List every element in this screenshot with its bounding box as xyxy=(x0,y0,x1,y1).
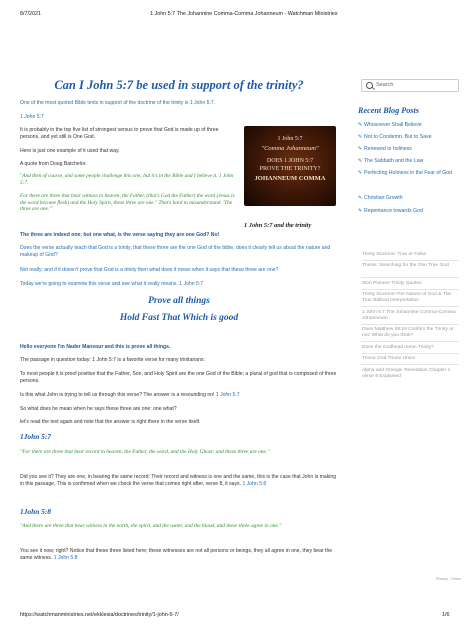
featured-image xyxy=(244,126,336,206)
pencil-icon: ✎ xyxy=(358,122,363,128)
recent-posts-heading: Recent Blog Posts xyxy=(358,106,419,115)
recaptcha-terms[interactable]: Privacy - Terms xyxy=(436,577,461,581)
paragraph: Not really; and if it doesn't prove that God is a trinity then what does it mean when it says that these three are one? xyxy=(20,267,279,273)
paragraph: A quote from Doug Batchelor. xyxy=(20,161,87,167)
verse-ref-link[interactable]: 1 John 5:8 xyxy=(242,480,267,487)
sidebar-link[interactable]: Does Matthew 28:19 Confirm the Trinity or not: What do you think? xyxy=(362,327,454,339)
verse-heading: 1John 5:7 xyxy=(20,432,52,441)
recent-post-link[interactable]: ✎ Christian Growth xyxy=(358,195,403,201)
sidebar-link[interactable]: Trinity Doctrine-The Nature of God & The True Biblical Interpretation xyxy=(362,292,452,304)
pencil-icon: ✎ xyxy=(358,158,363,164)
sidebar-link[interactable]: SDA Pioneer Trinity Quotes xyxy=(362,281,422,286)
recent-post-link[interactable]: ✎ Perfecting Holiness in the Fear of God xyxy=(358,170,452,176)
divider xyxy=(361,324,459,325)
image-caption: 1 John 5:7 and the trinity xyxy=(244,222,312,229)
print-page-title: 1 John 5:7 The Johannine Comma-Comma Johanneum - Watchman Ministries xyxy=(150,11,338,17)
divider xyxy=(361,353,459,354)
verse-text: "And there are three that bear witness in the earth, the spirit, and the water, and the blood, and these three agree in one." xyxy=(20,523,282,529)
paragraph: Here is just one example of it used that way. xyxy=(20,148,120,154)
divider xyxy=(361,306,459,307)
verse-ref-link[interactable]: 1 John 5:7 xyxy=(215,392,240,398)
paragraph: let's read the text again and note that the answer is right there in the verse itself. xyxy=(20,419,201,425)
image-text: DOES 1 JOHN 5:7 xyxy=(266,158,314,164)
paragraph-highlight: Hello everyone I'm Nader Mansour and this is prove all things. xyxy=(20,344,171,350)
sidebar-link[interactable]: 1 John 5:7 The Johannine Comma-Comma Johanneum xyxy=(362,310,456,322)
pencil-icon: ✎ xyxy=(358,134,363,140)
quote-text: For there are three that bear witness in heaven, the Father, (that's God the Father) the word (Jesus is the word become flesh) and the Holy Spirit, these three are one." That's hard to misunderstand. 'The three are one.'" xyxy=(20,193,235,213)
paragraph xyxy=(20,548,338,561)
image-text: PROVE THE TRINITY? xyxy=(259,166,321,172)
paragraph xyxy=(20,474,338,487)
paragraph xyxy=(20,281,338,288)
article-title: Can I John 5:7 be used in support of the trinity? xyxy=(54,78,304,92)
pencil-icon: ✎ xyxy=(358,170,363,176)
recent-post-link[interactable]: ✎ Not to Condemn, But to Save xyxy=(358,134,432,140)
pencil-icon: ✎ xyxy=(358,195,363,201)
paragraph-highlight: The three are indeed one; but one what, is the verse saying they are one God? No! xyxy=(20,232,220,238)
sidebar-link[interactable]: Trinity Doctrine: True or False xyxy=(362,252,427,257)
recent-post-link[interactable]: ✎ Whosoever Shall Believe xyxy=(358,122,422,128)
paragraph-text: You see it now; right? Notice that these three listed here; these witnesses are not all persons or beings, they all agree in one, they bear the same witness. xyxy=(20,548,333,561)
verse-heading: 1John 5:8 xyxy=(20,507,52,516)
image-text: JOHANNEUM COMMA xyxy=(254,175,326,182)
search-box[interactable] xyxy=(361,79,459,92)
paragraph: To most people it is proof positive that the Father, Son, and Holy Spirit are the one God of the Bible; a plural of god that is composed of three persons. xyxy=(20,371,337,384)
verse-ref-link[interactable]: 1 John 5:7 xyxy=(20,114,44,120)
divider xyxy=(361,289,459,290)
verse-text: "For there are three that bear record in heaven, the Father, the word, and the Holy Ghost: and these three are one." xyxy=(20,449,270,455)
section-heading: Hold Fast That Which is good xyxy=(119,313,239,323)
recent-post-link[interactable]: ✎ Renewed in holiness xyxy=(358,146,412,152)
paragraph-text: Is this what John is trying to tell us through this verse? The answer is a resounding no! xyxy=(20,392,215,398)
divider xyxy=(361,364,459,365)
intro-text: One of the most quoted Bible texts in support of the doctrine of the trinity is 1 John 5:7. xyxy=(20,100,216,106)
verse-ref-link[interactable]: 1 John 5:8 xyxy=(53,554,78,561)
divider xyxy=(361,341,459,342)
pencil-icon: ✎ xyxy=(358,208,363,214)
sidebar-link[interactable]: Alpha and Omega- Revelation Chapter 1 verse 8 Explained xyxy=(362,368,451,380)
image-text: "Comma Johanneum" xyxy=(261,145,319,152)
paragraph-text: Today we're going to examine this verse and see what it really means. xyxy=(20,281,178,287)
paragraph: Does the verse actually teach that God is a trinity, that these three are the one God of the bible, does it clearly tell us about the nature and makeup of God? xyxy=(20,245,331,258)
section-heading: Prove all things xyxy=(148,296,210,306)
sidebar-link[interactable]: Does the Godhead mean Trinity? xyxy=(362,345,434,350)
recent-post-link[interactable]: ✎ The Sabbath and the Law xyxy=(358,158,424,164)
verse-ref-link[interactable]: 1 John 5:7 xyxy=(179,281,204,287)
search-icon xyxy=(366,82,373,89)
print-date: 8/7/2021 xyxy=(20,11,41,17)
print-page-number: 1/6 xyxy=(442,612,450,618)
pencil-icon: ✎ xyxy=(358,146,363,152)
paragraph-text: Did you see it? They are one, in bearing the same record: Their record and witness is one and the same, this is the case that John is making in this passage. This is confirmed when we check the verse that comes right after, verse 8, it says. xyxy=(20,474,337,487)
quote-text: "And then of course, and some people challenge this one; but it's in the Bible and I believe it. 1 John 5:7. xyxy=(20,173,234,186)
divider xyxy=(361,260,459,261)
search-input[interactable]: Search xyxy=(376,82,394,88)
paragraph: So what does he mean when he says these three are one: one what? xyxy=(20,406,177,412)
paragraph: It is probably in the top five list of strongest versus to prove that God is made up of three persons, and yet still is One God. xyxy=(20,127,219,140)
divider xyxy=(361,277,459,278)
sidebar-link[interactable]: Triune God Triune Union xyxy=(362,356,416,361)
print-url: https://watchmanministries.net/ekklesia/doctrines/trinity/1-john-5-7/ xyxy=(20,612,179,618)
recent-post-link[interactable]: ✎ Repentance towards God xyxy=(358,208,423,214)
image-text: 1 John 5:7 xyxy=(277,136,303,142)
paragraph: The passage in question today: 1 John 5:7 is a favorite verse for many trinitarians: xyxy=(20,357,205,363)
paragraph xyxy=(20,392,338,399)
sidebar-link[interactable]: Thesis: Searching for the One True God xyxy=(362,263,449,268)
